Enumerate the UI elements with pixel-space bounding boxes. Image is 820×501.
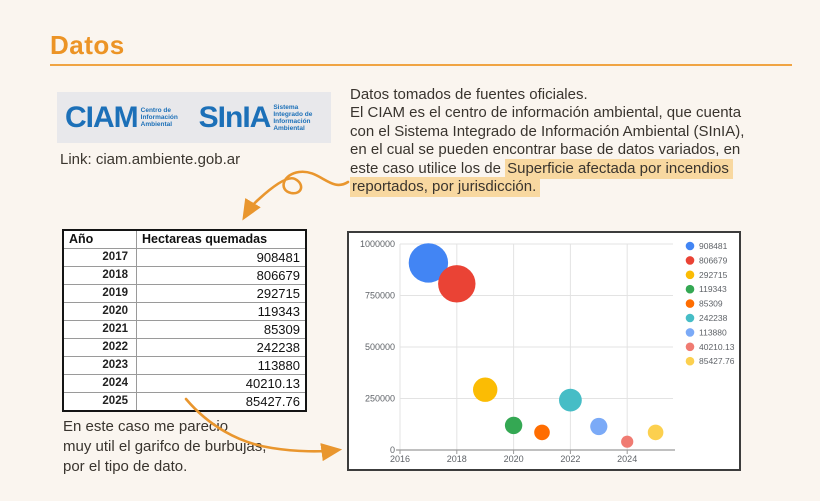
note-line: por el tipo de dato.: [63, 458, 188, 475]
legend-swatch: [686, 299, 695, 308]
legend-swatch: [686, 285, 695, 294]
value-cell: 113880: [137, 356, 307, 374]
x-axis-label: 2020: [503, 454, 524, 464]
legend-swatch: [686, 256, 695, 265]
bubble: [505, 417, 522, 434]
x-axis-label: 2016: [389, 454, 411, 464]
year-cell: 2022: [63, 338, 137, 356]
table-header-cell: Año: [63, 230, 137, 248]
note-text: [63, 417, 266, 477]
table-row: [63, 338, 306, 356]
value-cell: 40210.13: [137, 374, 307, 392]
legend-label: 40210.13: [699, 341, 735, 352]
bubble: [621, 436, 633, 448]
value-cell: 85309: [137, 320, 307, 338]
legend-item: [686, 299, 723, 309]
legend-item: [686, 342, 735, 352]
y-axis-label: 500000: [364, 342, 395, 352]
value-cell: 806679: [137, 266, 307, 284]
table-row: [63, 248, 306, 266]
y-axis-label: 1000000: [359, 239, 395, 249]
description-line: [350, 178, 780, 196]
legend-item: [686, 270, 728, 280]
legend-item: [686, 313, 728, 323]
table-row: [63, 392, 306, 411]
description-text: [350, 86, 780, 196]
legend-item: [686, 356, 735, 366]
year-cell: 2018: [63, 266, 137, 284]
y-axis-label: 750000: [364, 290, 395, 301]
ciam-logo-text: CIAM: [65, 100, 138, 134]
bubble: [438, 265, 475, 302]
table-row: [63, 320, 306, 338]
description-line: El CIAM es el centro de información ambiental, que cuenta: [350, 104, 742, 122]
year-cell: 2019: [63, 284, 137, 302]
sinia-logo-text: SInIA: [198, 100, 271, 134]
legend-item: [686, 327, 727, 337]
legend-label: 242238: [699, 313, 728, 323]
y-axis-label: 250000: [364, 393, 395, 404]
ciam-sinia-logo: [57, 92, 331, 143]
y-axis-label: 0: [389, 445, 395, 455]
data-table: [62, 229, 307, 412]
legend-swatch: [686, 314, 695, 323]
value-cell: 292715: [137, 284, 307, 302]
legend-item: [686, 284, 727, 294]
highlighted-phrase: Superficie afectada por incendios: [505, 159, 733, 179]
legend-label: 119343: [699, 284, 727, 295]
table-row: [63, 284, 306, 302]
table-row: [63, 374, 306, 392]
legend-swatch: [686, 271, 695, 280]
year-cell: 2021: [63, 320, 137, 338]
table-row: [63, 266, 306, 284]
value-cell: 85427.76: [137, 392, 307, 411]
x-axis-label: 2022: [560, 454, 581, 464]
bubble-chart-canvas: [349, 233, 739, 469]
year-cell: 2017: [63, 248, 137, 266]
table-body: [63, 248, 306, 411]
legend-swatch: [686, 328, 695, 337]
description-line: con el Sistema Integrado de Información Ambiental (SInIA),: [350, 122, 745, 140]
legend-item: [686, 255, 728, 265]
table-row: [63, 302, 306, 320]
table-row: [63, 356, 306, 374]
arrow-text-to-table: [245, 172, 348, 216]
legend-label: 292715: [699, 269, 728, 280]
website-link-text: Link: ciam.ambiente.gob.ar: [60, 151, 241, 168]
legend-swatch: [686, 357, 695, 366]
ciam-logo-caption: Centro de Información Ambiental: [140, 107, 178, 128]
bubble: [648, 425, 664, 441]
bubble: [590, 418, 607, 435]
bubble: [473, 378, 497, 402]
x-axis-label: 2018: [446, 454, 467, 464]
table-header-cell: Hectareas quemadas: [137, 230, 307, 248]
legend-item: [686, 241, 728, 251]
note-line: muy util el garifco de burbujas,: [63, 438, 267, 455]
year-cell: 2023: [63, 356, 137, 374]
x-axis-label: 2024: [617, 454, 638, 464]
year-cell: 2024: [63, 374, 137, 392]
title-underline: [50, 64, 792, 66]
description-line: este caso utilice los de Superficie afectada por incendios: [350, 160, 780, 178]
highlighted-phrase: reportados, por jurisdicción.: [350, 177, 540, 197]
bubble-chart: [347, 231, 741, 471]
value-cell: 242238: [137, 338, 307, 356]
bubble: [559, 389, 582, 412]
legend-label: 908481: [699, 241, 728, 251]
legend-label: 85309: [699, 298, 723, 309]
value-cell: 908481: [137, 248, 307, 266]
legend-label: 806679: [699, 255, 728, 266]
sinia-logo-caption: Sistema Integrado de Información Ambiental: [273, 103, 313, 132]
year-cell: 2020: [63, 302, 137, 320]
page-title: Datos: [50, 30, 125, 60]
value-cell: 119343: [137, 302, 307, 320]
legend-label: 113880: [699, 327, 727, 338]
legend-label: 85427.76: [699, 356, 735, 367]
description-line: Datos tomados de fuentes oficiales.: [350, 86, 588, 103]
note-line: En este caso me parecio: [63, 418, 229, 435]
bubble: [534, 425, 550, 441]
description-line: en el cual se pueden encontrar base de datos variados, en: [350, 141, 741, 159]
table-header-row: [63, 230, 306, 248]
legend-swatch: [686, 242, 695, 251]
legend-swatch: [686, 343, 695, 352]
year-cell: 2025: [63, 392, 137, 411]
